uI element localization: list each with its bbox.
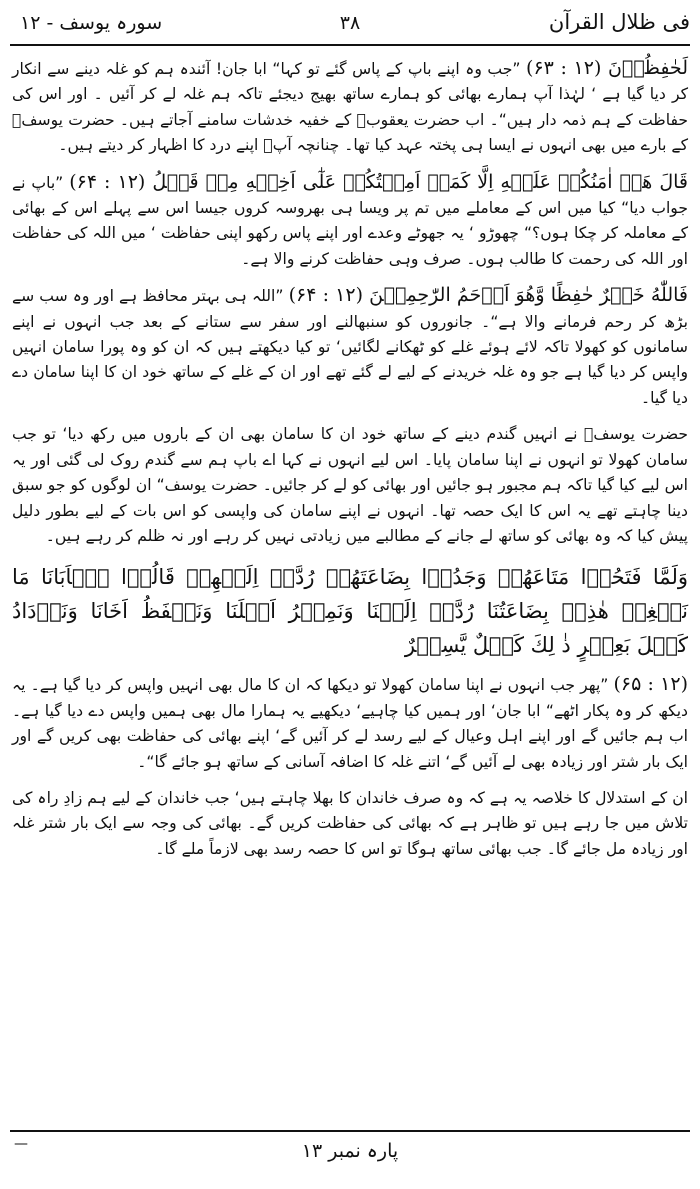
quran-verse: لَحٰفِظُوۡنَ (۱۲ : ۶۳) [526,57,688,79]
quran-verse: فَاللّٰهُ خَيۡرٌ حٰفِظًا وَّهُوَ اَرۡحَمُ الرّٰحِمِيۡنَ (۱۲ : ۶۴) [288,284,688,307]
paragraph [12,170,688,273]
urdu-text: ”اللہ ہی بہتر محافظ ہے اور وہ سب سے بڑھ کر رحم فرمانے والا ہے“۔ جانوروں کو سنبھالنے اور سفر سے ستانے کے بعد جب انہوں نے اپنے سامانوں کو کھولا تاکہ لائے ہوئے غلے کو ٹھکانے لگائیں‘ تو کیا دیکھتے ہیں کہ ان کو وہ پورا سامان انہیں واپس کر دیا گیا ہے جو وہ غلہ خریدنے کے لیے لے گئے تھے اور ان کے غلے کے ساتھ خود ان کا اپنا سامان دے دیا گیا۔ [12,287,688,407]
section-mark: — [14,1136,28,1152]
body-text [12,56,688,873]
urdu-text: ”پھر جب انہوں نے اپنا سامان کھولا تو دیکھا کہ ان کا مال بھی انہیں واپس کر دیا گیا ہے۔ یہ دیکھ کر وہ پکار اٹھے“ ابا جان‘ اور ہمیں کیا چاہیے‘ دیکھیے یہ ہمارا مال بھی ہمیں واپس دے دیا گیا ہے۔ اب ہم جائیں گے اور اپنے اہل وعیال کے لیے رسد لے کر آئیں گے‘ اپنے بھائی کی حفاظت بھی کریں گے اور ایک بار شتر اور زیادہ بھی لے آئیں گے‘ اتنے غلہ کا اضافہ آسانی کے ساتھ ہو جائے گا“۔ [12,676,688,771]
urdu-text: ”باپ نے جواب دیا“ کیا میں اس کے معاملے میں تم پر ویسا ہی بھروسہ کروں جیسا اس سے پہلے اس کے بھائی کے معاملہ کر چکا ہوں؟“ چھوڑو ‘ یہ جھوٹے وعدے اور اپنے پاس رکھو اپنی حفاظت ‘ میں اللہ کی حفاظت اور اللہ کی رحمت کا طالب ہوں۔ صرف وہی حفاظت کرنے والا ہے۔ [12,173,688,268]
book-title: فی ظلال القرآن [548,10,690,34]
quran-verse: قَالَ هَلۡ اٰمَنُكُمۡ عَلَيۡهِ اِلَّا كَمَاۤ اَمِنۡتُكُمۡ عَلٰٓى اَخِيۡهِ مِنۡ قَبۡلُ (۱۲ : ۶۴) [69,170,689,193]
surah-label: سورہ یوسف - ۱۲ [20,12,163,34]
paragraph [12,672,688,775]
footer-rule [10,1130,690,1132]
paragraph [12,422,688,549]
quran-verse: (۱۲ : ۶۵) [613,673,688,696]
page-number: ۳۸ [339,12,361,34]
para-label: پارہ نمبر ۱۳ [301,1140,399,1162]
urdu-text: ”جب وہ اپنے باپ کے پاس گئے تو کہا“ ابا جان! آئندہ ہم کو غلہ دینے سے انکار کر دیا گیا ہے ‘ لہٰذا آپ ہمارے بھائی کو ہمارے ساتھ بھیج دیجئے تاکہ ہم غلہ لے کر آئیں ۔ اور اس کی حفاظت کے ہم ذمہ دار ہیں“۔ اب حضرت یعقوبؑ کے خفیہ خدشات سامنے آجاتے ہیں۔ حضرت یوسفؑ کے بارے میں بھی انہوں نے ایسا ہی پختہ عہد کیا تھا۔ چنانچہ آپؑ اپنے درد کا اظہار کر دیتے ہیں۔ [12,60,688,155]
paragraph [12,283,688,411]
paragraph [12,56,688,159]
paragraph [12,786,688,862]
urdu-text: ان کے استدلال کا خلاصہ یہ ہے کہ وہ صرف خاندان کا بھلا چاہتے ہیں‘ جب خاندان کے لیے ہم زادِ راہ کی تلاش میں جا رہے ہیں تو ظاہر ہے کہ بھائی کی حفاظت کریں گے۔ بھائی کی وجہ سے ایک بار شتر غلہ اور زیادہ مل جائے گا۔ جب بھائی ساتھ ہوگا تو اس کا حصہ رسد بھی لازماً ملے گا۔ [12,788,688,858]
header-rule [10,44,690,46]
quran-verse-block: وَلَمَّا فَتَحُوۡا مَتَاعَهُمۡ وَجَدُوۡا بِضَاعَتَهُمۡ رُدَّتۡ اِلَيۡهِمۡ قَالُوۡا يٰۤاَبَانَا مَا نَبۡغِىۡ هٰذِهٖ بِضَاعَتُنَا رُدَّتۡ اِلَيۡنَا وَنَمِيۡرُ اَهۡلَنَا وَنَحۡفَظُ اَخَانَا وَنَزۡدَادُ كَيۡلَ بَعِيۡرٍ ذٰ لِكَ كَيۡلٌ يَّسِيۡرٌ [12,565,688,658]
urdu-text: حضرت یوسفؑ نے انہیں گندم دینے کے ساتھ خود ان کا سامان بھی ان کے باروں میں رکھ دیا‘ تو جب سامان کھولا تو انہوں نے اپنا سامان پایا۔ اس لیے انہوں نے کہا اے باپ ہم سے گندم روک لی گئی اور یہ اس لیے کیا گیا تاکہ ہم مجبور ہو جائیں اور بھائی کو لے کر جائیں۔ حضرت یوسف“ ان لوگوں کو جو سبق دینا چاہتے تھے یہ اس کا ایک حصہ تھا۔ انہوں نے اپنے سامان کی واپسی کو اس بات کے لیے بطور دلیل پیش کیا کہ وہ بھائی کو ساتھ لے جانے کے مطالبے میں زیادتی نہیں کر رہے اور نہ ظلم کر رہے ہیں۔ [12,425,688,545]
